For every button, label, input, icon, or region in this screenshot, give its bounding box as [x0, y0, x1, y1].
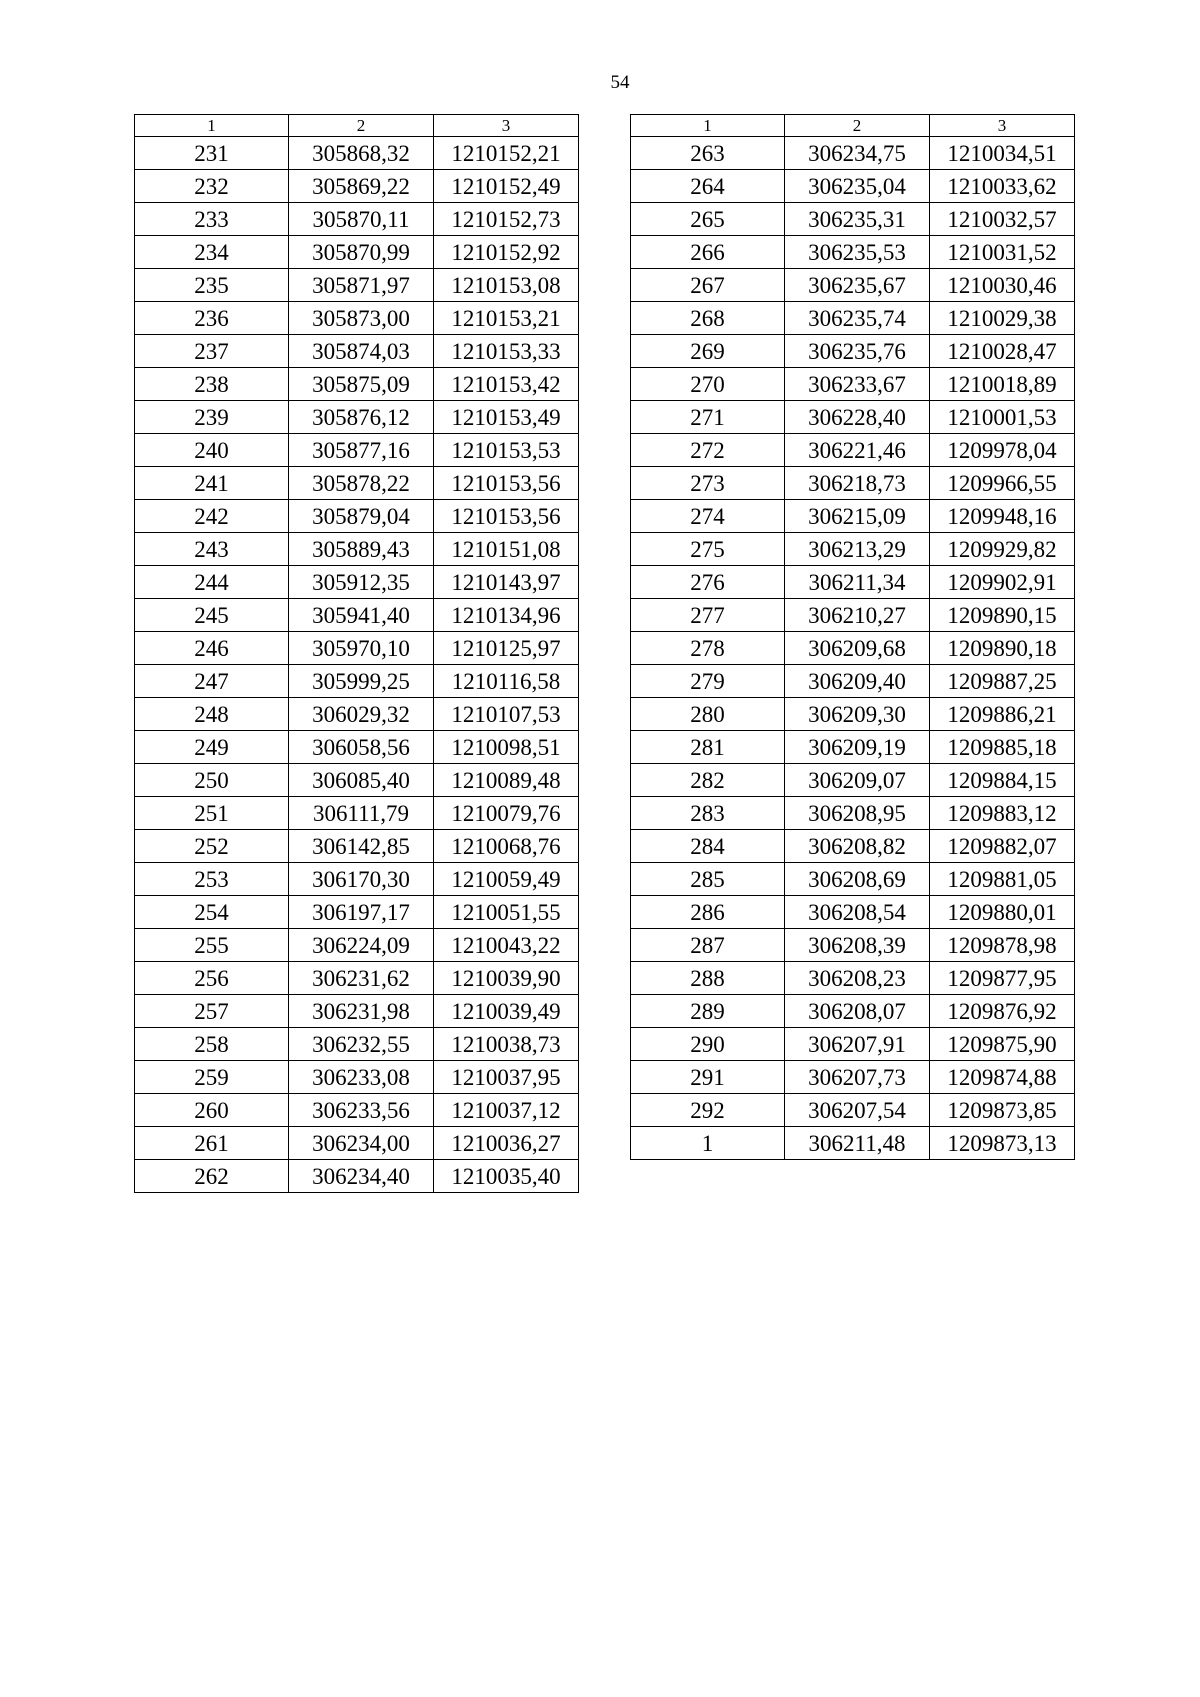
cell-point-number: 243: [135, 533, 289, 566]
cell-x-coordinate: 306233,08: [289, 1061, 434, 1094]
cell-y-coordinate: 1210152,49: [434, 170, 579, 203]
cell-x-coordinate: 306224,09: [289, 929, 434, 962]
cell-y-coordinate: 1210038,73: [434, 1028, 579, 1061]
cell-x-coordinate: 306235,67: [785, 269, 930, 302]
cell-y-coordinate: 1210037,95: [434, 1061, 579, 1094]
table-row: [135, 500, 579, 533]
cell-x-coordinate: 305868,32: [289, 137, 434, 170]
cell-point-number: 259: [135, 1061, 289, 1094]
cell-y-coordinate: 1210153,08: [434, 269, 579, 302]
cell-point-number: 283: [631, 797, 785, 830]
cell-x-coordinate: 306235,53: [785, 236, 930, 269]
cell-y-coordinate: 1210079,76: [434, 797, 579, 830]
table-row: [135, 632, 579, 665]
cell-y-coordinate: 1210036,27: [434, 1127, 579, 1160]
cell-x-coordinate: 306208,95: [785, 797, 930, 830]
cell-point-number: 1: [631, 1127, 785, 1160]
cell-y-coordinate: 1210152,73: [434, 203, 579, 236]
table-row: [631, 269, 1075, 302]
cell-point-number: 288: [631, 962, 785, 995]
cell-y-coordinate: 1210153,49: [434, 401, 579, 434]
table-row: [631, 797, 1075, 830]
cell-point-number: 291: [631, 1061, 785, 1094]
table-row: [135, 929, 579, 962]
table-row: [631, 566, 1075, 599]
cell-point-number: 245: [135, 599, 289, 632]
table-row: [135, 1127, 579, 1160]
cell-point-number: 270: [631, 368, 785, 401]
cell-x-coordinate: 306207,73: [785, 1061, 930, 1094]
cell-point-number: 233: [135, 203, 289, 236]
cell-point-number: 249: [135, 731, 289, 764]
table-row: [135, 467, 579, 500]
table-row: [135, 434, 579, 467]
cell-x-coordinate: 306170,30: [289, 863, 434, 896]
column-header-x: 2: [785, 115, 930, 137]
cell-point-number: 241: [135, 467, 289, 500]
cell-x-coordinate: 306215,09: [785, 500, 930, 533]
cell-y-coordinate: 1210153,42: [434, 368, 579, 401]
cell-point-number: 236: [135, 302, 289, 335]
cell-y-coordinate: 1209874,88: [930, 1061, 1075, 1094]
cell-y-coordinate: 1210068,76: [434, 830, 579, 863]
cell-x-coordinate: 306231,98: [289, 995, 434, 1028]
coordinates-table-left: [134, 114, 579, 1193]
cell-x-coordinate: 306209,40: [785, 665, 930, 698]
table-row: [631, 236, 1075, 269]
cell-point-number: 277: [631, 599, 785, 632]
table-row: [135, 203, 579, 236]
cell-y-coordinate: 1209902,91: [930, 566, 1075, 599]
cell-x-coordinate: 306235,76: [785, 335, 930, 368]
cell-y-coordinate: 1210153,56: [434, 467, 579, 500]
cell-x-coordinate: 306208,82: [785, 830, 930, 863]
cell-y-coordinate: 1209880,01: [930, 896, 1075, 929]
cell-x-coordinate: 306211,34: [785, 566, 930, 599]
table-row: [135, 566, 579, 599]
cell-point-number: 290: [631, 1028, 785, 1061]
cell-point-number: 240: [135, 434, 289, 467]
column-header-x: 2: [289, 115, 434, 137]
cell-point-number: 265: [631, 203, 785, 236]
cell-y-coordinate: 1210029,38: [930, 302, 1075, 335]
cell-x-coordinate: 306210,27: [785, 599, 930, 632]
cell-point-number: 235: [135, 269, 289, 302]
cell-point-number: 251: [135, 797, 289, 830]
table-row: [135, 1028, 579, 1061]
column-header-point-number: 1: [135, 115, 289, 137]
cell-point-number: 287: [631, 929, 785, 962]
cell-x-coordinate: 306235,31: [785, 203, 930, 236]
cell-x-coordinate: 306085,40: [289, 764, 434, 797]
cell-x-coordinate: 305941,40: [289, 599, 434, 632]
cell-x-coordinate: 305878,22: [289, 467, 434, 500]
cell-y-coordinate: 1210134,96: [434, 599, 579, 632]
cell-point-number: 231: [135, 137, 289, 170]
table-row: [135, 401, 579, 434]
table-row: [135, 830, 579, 863]
table-row: [135, 236, 579, 269]
cell-y-coordinate: 1209885,18: [930, 731, 1075, 764]
table-row: [631, 665, 1075, 698]
table-row: [135, 269, 579, 302]
cell-point-number: 261: [135, 1127, 289, 1160]
table-row: [135, 1061, 579, 1094]
table-row: [631, 335, 1075, 368]
cell-x-coordinate: 306234,40: [289, 1160, 434, 1193]
table-row: [631, 1028, 1075, 1061]
cell-y-coordinate: 1210043,22: [434, 929, 579, 962]
cell-y-coordinate: 1209882,07: [930, 830, 1075, 863]
cell-x-coordinate: 305870,99: [289, 236, 434, 269]
cell-x-coordinate: 305876,12: [289, 401, 434, 434]
cell-y-coordinate: 1209966,55: [930, 467, 1075, 500]
cell-x-coordinate: 306058,56: [289, 731, 434, 764]
cell-point-number: 262: [135, 1160, 289, 1193]
cell-point-number: 276: [631, 566, 785, 599]
cell-y-coordinate: 1209877,95: [930, 962, 1075, 995]
table-row: [631, 1061, 1075, 1094]
cell-y-coordinate: 1210033,62: [930, 170, 1075, 203]
cell-y-coordinate: 1210098,51: [434, 731, 579, 764]
table-row: [631, 863, 1075, 896]
cell-x-coordinate: 306228,40: [785, 401, 930, 434]
cell-y-coordinate: 1210039,49: [434, 995, 579, 1028]
cell-point-number: 244: [135, 566, 289, 599]
cell-y-coordinate: 1210037,12: [434, 1094, 579, 1127]
table-row: [631, 368, 1075, 401]
cell-y-coordinate: 1209873,13: [930, 1127, 1075, 1160]
cell-x-coordinate: 305912,35: [289, 566, 434, 599]
table-row: [631, 137, 1075, 170]
table-row: [631, 302, 1075, 335]
cell-point-number: 264: [631, 170, 785, 203]
cell-x-coordinate: 306221,46: [785, 434, 930, 467]
cell-y-coordinate: 1210031,52: [930, 236, 1075, 269]
cell-y-coordinate: 1210152,21: [434, 137, 579, 170]
cell-y-coordinate: 1210059,49: [434, 863, 579, 896]
cell-x-coordinate: 306029,32: [289, 698, 434, 731]
table-row: [135, 797, 579, 830]
cell-y-coordinate: 1209929,82: [930, 533, 1075, 566]
cell-x-coordinate: 306218,73: [785, 467, 930, 500]
cell-point-number: 250: [135, 764, 289, 797]
cell-y-coordinate: 1209881,05: [930, 863, 1075, 896]
cell-x-coordinate: 306209,07: [785, 764, 930, 797]
table-row: [135, 698, 579, 731]
cell-x-coordinate: 306209,30: [785, 698, 930, 731]
table-row: [631, 1127, 1075, 1160]
cell-point-number: 258: [135, 1028, 289, 1061]
table-row: [135, 731, 579, 764]
table-row: [135, 995, 579, 1028]
cell-x-coordinate: 306208,39: [785, 929, 930, 962]
table-row: [135, 302, 579, 335]
cell-point-number: 282: [631, 764, 785, 797]
cell-x-coordinate: 306233,67: [785, 368, 930, 401]
cell-y-coordinate: 1210153,56: [434, 500, 579, 533]
cell-point-number: 292: [631, 1094, 785, 1127]
cell-y-coordinate: 1209873,85: [930, 1094, 1075, 1127]
cell-y-coordinate: 1209978,04: [930, 434, 1075, 467]
cell-point-number: 257: [135, 995, 289, 1028]
cell-point-number: 260: [135, 1094, 289, 1127]
cell-y-coordinate: 1210034,51: [930, 137, 1075, 170]
table-row: [631, 1094, 1075, 1127]
cell-y-coordinate: 1209878,98: [930, 929, 1075, 962]
cell-x-coordinate: 305970,10: [289, 632, 434, 665]
cell-point-number: 267: [631, 269, 785, 302]
cell-point-number: 263: [631, 137, 785, 170]
table-row: [135, 764, 579, 797]
cell-y-coordinate: 1209890,18: [930, 632, 1075, 665]
table-row: [631, 467, 1075, 500]
cell-point-number: 239: [135, 401, 289, 434]
cell-x-coordinate: 306235,04: [785, 170, 930, 203]
table-row: [631, 896, 1075, 929]
cell-y-coordinate: 1209875,90: [930, 1028, 1075, 1061]
cell-y-coordinate: 1210089,48: [434, 764, 579, 797]
cell-x-coordinate: 306208,07: [785, 995, 930, 1028]
cell-point-number: 255: [135, 929, 289, 962]
table-row: [631, 962, 1075, 995]
table-row: [631, 533, 1075, 566]
table-row: [631, 170, 1075, 203]
cell-y-coordinate: 1209876,92: [930, 995, 1075, 1028]
cell-point-number: 254: [135, 896, 289, 929]
cell-x-coordinate: 305869,22: [289, 170, 434, 203]
cell-x-coordinate: 306209,68: [785, 632, 930, 665]
cell-x-coordinate: 306232,55: [289, 1028, 434, 1061]
cell-point-number: 237: [135, 335, 289, 368]
table-row: [135, 896, 579, 929]
cell-y-coordinate: 1210107,53: [434, 698, 579, 731]
cell-y-coordinate: 1210018,89: [930, 368, 1075, 401]
table-row: [135, 335, 579, 368]
cell-x-coordinate: 305870,11: [289, 203, 434, 236]
table-row: [135, 863, 579, 896]
cell-point-number: 238: [135, 368, 289, 401]
cell-y-coordinate: 1210153,21: [434, 302, 579, 335]
column-header-y: 3: [930, 115, 1075, 137]
cell-point-number: 289: [631, 995, 785, 1028]
cell-x-coordinate: 305877,16: [289, 434, 434, 467]
cell-point-number: 252: [135, 830, 289, 863]
cell-x-coordinate: 306207,54: [785, 1094, 930, 1127]
cell-y-coordinate: 1210028,47: [930, 335, 1075, 368]
cell-x-coordinate: 306213,29: [785, 533, 930, 566]
cell-x-coordinate: 306211,48: [785, 1127, 930, 1160]
cell-y-coordinate: 1209883,12: [930, 797, 1075, 830]
cell-x-coordinate: 305874,03: [289, 335, 434, 368]
cell-x-coordinate: 306208,23: [785, 962, 930, 995]
cell-point-number: 271: [631, 401, 785, 434]
table-row: [631, 830, 1075, 863]
cell-y-coordinate: 1210032,57: [930, 203, 1075, 236]
cell-x-coordinate: 305875,09: [289, 368, 434, 401]
cell-point-number: 274: [631, 500, 785, 533]
cell-point-number: 268: [631, 302, 785, 335]
cell-x-coordinate: 306234,00: [289, 1127, 434, 1160]
column-header-y: 3: [434, 115, 579, 137]
cell-point-number: 253: [135, 863, 289, 896]
cell-point-number: 246: [135, 632, 289, 665]
table-row: [631, 764, 1075, 797]
cell-point-number: 279: [631, 665, 785, 698]
coordinates-table-right: [630, 114, 1075, 1160]
cell-point-number: 273: [631, 467, 785, 500]
cell-y-coordinate: 1210030,46: [930, 269, 1075, 302]
cell-x-coordinate: 305871,97: [289, 269, 434, 302]
cell-x-coordinate: 306111,79: [289, 797, 434, 830]
table-row: [135, 599, 579, 632]
cell-x-coordinate: 306207,91: [785, 1028, 930, 1061]
table-row: [631, 929, 1075, 962]
cell-point-number: 286: [631, 896, 785, 929]
cell-point-number: 269: [631, 335, 785, 368]
cell-x-coordinate: 305999,25: [289, 665, 434, 698]
cell-point-number: 272: [631, 434, 785, 467]
cell-x-coordinate: 305889,43: [289, 533, 434, 566]
cell-y-coordinate: 1210051,55: [434, 896, 579, 929]
cell-x-coordinate: 306234,75: [785, 137, 930, 170]
cell-y-coordinate: 1210153,33: [434, 335, 579, 368]
table-row: [135, 1094, 579, 1127]
cell-y-coordinate: 1210035,40: [434, 1160, 579, 1193]
table-row: [135, 533, 579, 566]
table-header-row: [135, 115, 579, 137]
cell-point-number: 278: [631, 632, 785, 665]
cell-point-number: 284: [631, 830, 785, 863]
cell-x-coordinate: 306235,74: [785, 302, 930, 335]
table-row: [135, 137, 579, 170]
cell-y-coordinate: 1210152,92: [434, 236, 579, 269]
cell-x-coordinate: 306208,69: [785, 863, 930, 896]
table-row: [135, 170, 579, 203]
cell-y-coordinate: 1209884,15: [930, 764, 1075, 797]
cell-x-coordinate: 306208,54: [785, 896, 930, 929]
page-number: 54: [610, 72, 630, 93]
cell-y-coordinate: 1210151,08: [434, 533, 579, 566]
cell-x-coordinate: 306233,56: [289, 1094, 434, 1127]
table-row: [631, 500, 1075, 533]
cell-x-coordinate: 306197,17: [289, 896, 434, 929]
cell-point-number: 247: [135, 665, 289, 698]
cell-y-coordinate: 1209890,15: [930, 599, 1075, 632]
cell-y-coordinate: 1210153,53: [434, 434, 579, 467]
table-row: [135, 665, 579, 698]
cell-point-number: 242: [135, 500, 289, 533]
table-row: [135, 368, 579, 401]
cell-y-coordinate: 1209887,25: [930, 665, 1075, 698]
cell-point-number: 256: [135, 962, 289, 995]
cell-y-coordinate: 1209886,21: [930, 698, 1075, 731]
table-row: [631, 995, 1075, 1028]
table-row: [631, 401, 1075, 434]
cell-point-number: 280: [631, 698, 785, 731]
table-row: [631, 203, 1075, 236]
cell-y-coordinate: 1210116,58: [434, 665, 579, 698]
cell-point-number: 281: [631, 731, 785, 764]
cell-x-coordinate: 306209,19: [785, 731, 930, 764]
table-row: [135, 962, 579, 995]
cell-y-coordinate: 1210143,97: [434, 566, 579, 599]
column-header-point-number: 1: [631, 115, 785, 137]
cell-point-number: 266: [631, 236, 785, 269]
cell-point-number: 234: [135, 236, 289, 269]
cell-point-number: 285: [631, 863, 785, 896]
cell-y-coordinate: 1210125,97: [434, 632, 579, 665]
cell-x-coordinate: 306231,62: [289, 962, 434, 995]
cell-point-number: 248: [135, 698, 289, 731]
table-row: [631, 434, 1075, 467]
cell-point-number: 275: [631, 533, 785, 566]
table-row: [631, 698, 1075, 731]
table-header-row: [631, 115, 1075, 137]
cell-x-coordinate: 306142,85: [289, 830, 434, 863]
cell-point-number: 232: [135, 170, 289, 203]
table-row: [631, 632, 1075, 665]
cell-x-coordinate: 305879,04: [289, 500, 434, 533]
table-row: [631, 731, 1075, 764]
cell-x-coordinate: 305873,00: [289, 302, 434, 335]
table-row: [631, 599, 1075, 632]
cell-y-coordinate: 1210039,90: [434, 962, 579, 995]
cell-y-coordinate: 1209948,16: [930, 500, 1075, 533]
cell-y-coordinate: 1210001,53: [930, 401, 1075, 434]
table-row: [135, 1160, 579, 1193]
